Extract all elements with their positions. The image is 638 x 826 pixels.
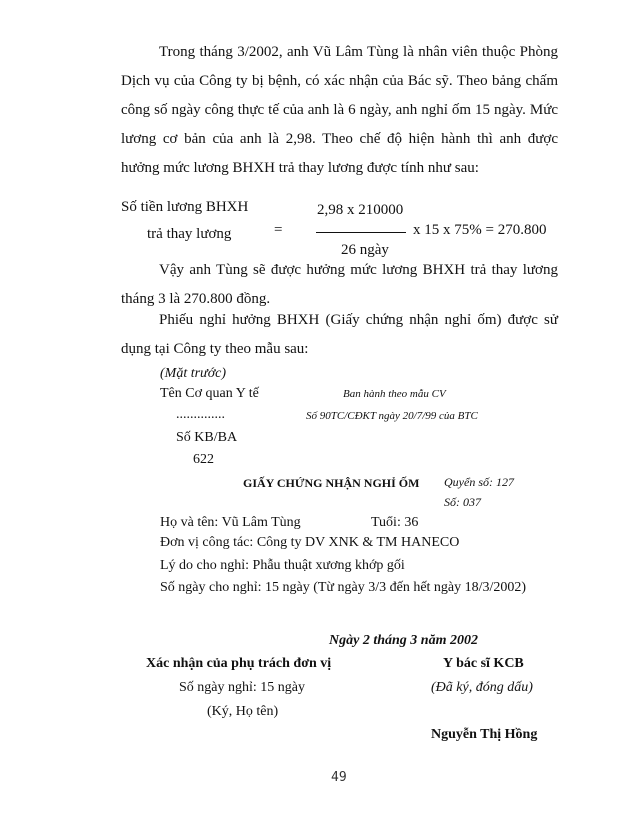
formula-label-line2: trả thay lương (147, 226, 232, 242)
form-serial-no: Số: 037 (444, 495, 481, 509)
page-number: 49 (331, 770, 347, 785)
left-sign-note: (Ký, Họ tên) (207, 704, 279, 719)
form-days-line: Số ngày cho nghỉ: 15 ngày (Từ ngày 3/3 đến hết ngày 18/3/2002) (160, 580, 527, 595)
form-book-no: Quyển số: 127 (444, 475, 514, 489)
intro-text: Trong tháng 3/2002, anh Vũ Lâm Tùng là nhân viên thuộc Phòng Dịch vụ của Công ty bị bệnh, có xác nhận của Bác sỹ. Theo bảng chấm công số ngày công thực tế của anh là 6 ngày, anh nghỉ ốm 15 ngày. Mức lương cơ bản của anh là 2,98. Theo chế độ hiện hành thì anh được hưởng mức lương BHXH trả thay lương được tính như sau: (121, 44, 558, 176)
form-name-line: Họ và tên: Vũ Lâm Tùng (160, 515, 301, 530)
form-intro-paragraph (121, 306, 558, 364)
form-kb-number: 622 (193, 452, 214, 467)
form-kb-label: Số KB/BA (176, 430, 238, 445)
formula-label-line1: Số tiền lương BHXH (121, 199, 249, 215)
fraction-bar (316, 232, 406, 233)
formula-equals: = (274, 222, 283, 238)
form-front-label: (Mặt trước) (160, 366, 227, 381)
formula-denominator: 26 ngày (341, 242, 389, 258)
formula-numerator: 2,98 x 210000 (317, 202, 404, 218)
conclusion-text: Vậy anh Tùng sẽ được hưởng mức lương BHXH trả thay lương tháng 3 là 270.800 đồng. (121, 262, 558, 307)
form-title: GIẤY CHỨNG NHẬN NGHỈ ỐM (243, 476, 420, 490)
right-sign-title: Y bác sĩ KCB (443, 656, 524, 671)
form-date-line: Ngày 2 tháng 3 năm 2002 (329, 633, 478, 648)
left-sign-title: Xác nhận của phụ trách đơn vị (146, 656, 332, 671)
form-agency-dots: .............. (176, 407, 225, 422)
right-sign-note: (Đã ký, đóng dấu) (431, 680, 533, 695)
form-agency-label: Tên Cơ quan Y tế (160, 386, 259, 401)
intro-paragraph (121, 38, 558, 183)
form-unit-line: Đơn vị công tác: Công ty DV XNK & TM HANECO (160, 535, 460, 550)
formula-result: x 15 x 75% = 270.800 (413, 222, 547, 238)
doctor-name: Nguyễn Thị Hồng (431, 727, 538, 742)
form-decree: Số 90TC/CĐKT ngày 20/7/99 của BTC (306, 410, 478, 422)
form-issued-by: Ban hành theo mẫu CV (343, 388, 446, 400)
left-sign-days: Số ngày nghỉ: 15 ngày (179, 680, 305, 695)
form-reason-line: Lý do cho nghỉ: Phẫu thuật xương khớp gối (160, 558, 405, 573)
form-age-line: Tuổi: 36 (371, 515, 419, 530)
form-intro-text: Phiếu nghỉ hưởng BHXH (Giấy chứng nhận nghỉ ốm) được sử dụng tại Công ty theo mẫu sau: (121, 312, 558, 357)
